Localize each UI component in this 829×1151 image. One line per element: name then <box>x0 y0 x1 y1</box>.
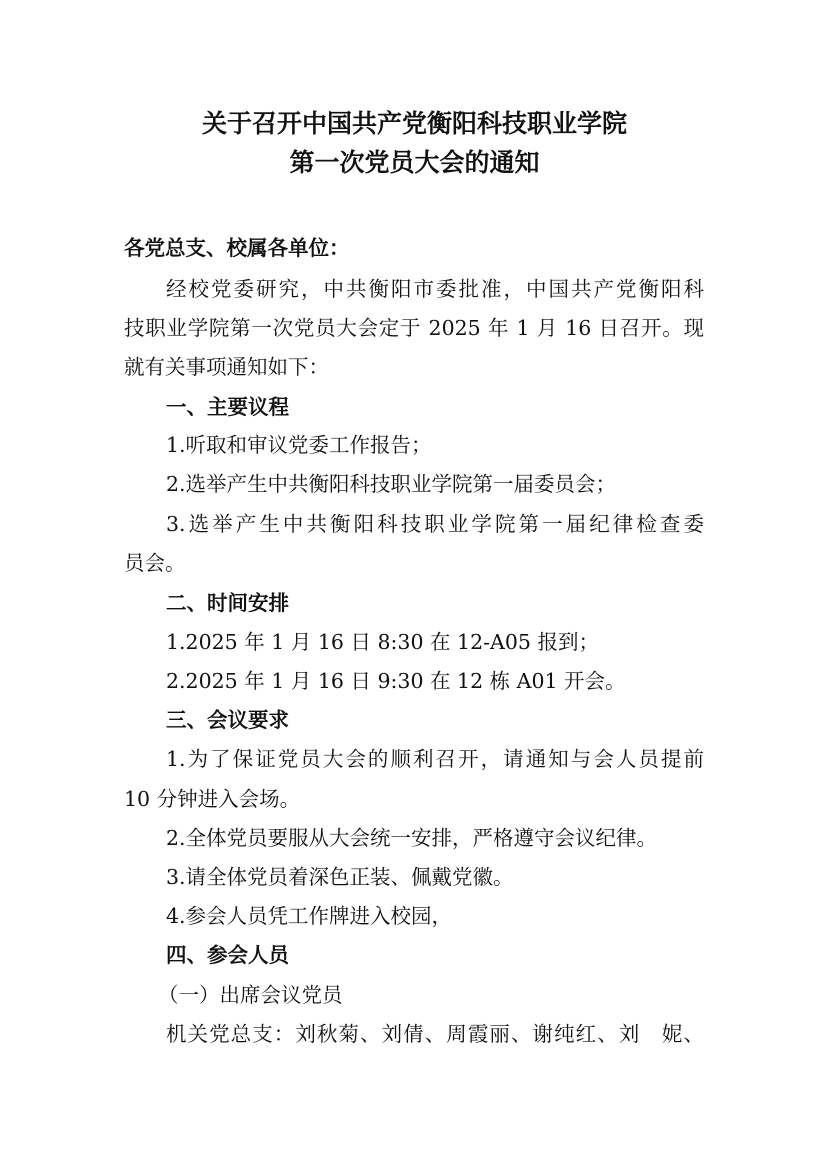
section-heading-requirements: 三、会议要求 <box>166 708 289 732</box>
salutation: 各党总支、校属各单位： <box>124 236 350 260</box>
intro-line-2: 技职业学院第一次党员大会定于 2025 年 1 月 16 日召开。现 <box>124 316 704 340</box>
agenda-item-3-line-1: 3.选举产生中共衡阳科技职业学院第一届纪律检查委 <box>166 512 704 536</box>
agenda-item-3-line-2: 员会。 <box>124 551 186 575</box>
section-heading-schedule: 二、时间安排 <box>166 591 289 615</box>
requirement-item-3: 3.请全体党员着深色正装、佩戴党徽。 <box>166 865 514 889</box>
agenda-item-1: 1.听取和审议党委工作报告； <box>166 433 432 457</box>
document-title-line-2: 第一次党员大会的通知 <box>289 148 540 177</box>
schedule-item-1: 1.2025 年 1 月 16 日 8:30 在 12-A05 报到； <box>166 630 599 654</box>
requirement-item-4: 4.参会人员凭工作牌进入校园， <box>166 904 453 928</box>
attendees-line-1: 机关党总支：刘秋菊、刘倩、周霞丽、谢纯红、刘 妮、 <box>166 1022 704 1046</box>
section-heading-attendees: 四、参会人员 <box>166 943 289 967</box>
document-title-line-1: 关于召开中国共产党衡阳科技职业学院 <box>201 109 627 138</box>
requirement-item-1-line-1: 1.为了保证党员大会的顺利召开，请通知与会人员提前 <box>166 747 704 771</box>
attendees-subheading: （一）出席会议党员 <box>158 983 343 1007</box>
requirement-item-2: 2.全体党员要服从大会统一安排，严格遵守会议纪律。 <box>166 826 658 850</box>
section-heading-agenda: 一、主要议程 <box>166 395 289 419</box>
requirement-item-1-line-2: 10 分钟进入会场。 <box>124 787 301 811</box>
intro-line-3: 就有关事项通知如下： <box>124 355 329 379</box>
intro-line-1: 经校党委研究，中共衡阳市委批准，中国共产党衡阳科 <box>166 277 704 301</box>
schedule-item-2: 2.2025 年 1 月 16 日 9:30 在 12 栋 A01 开会。 <box>166 669 626 693</box>
agenda-item-2: 2.选举产生中共衡阳科技职业学院第一届委员会； <box>166 472 617 496</box>
